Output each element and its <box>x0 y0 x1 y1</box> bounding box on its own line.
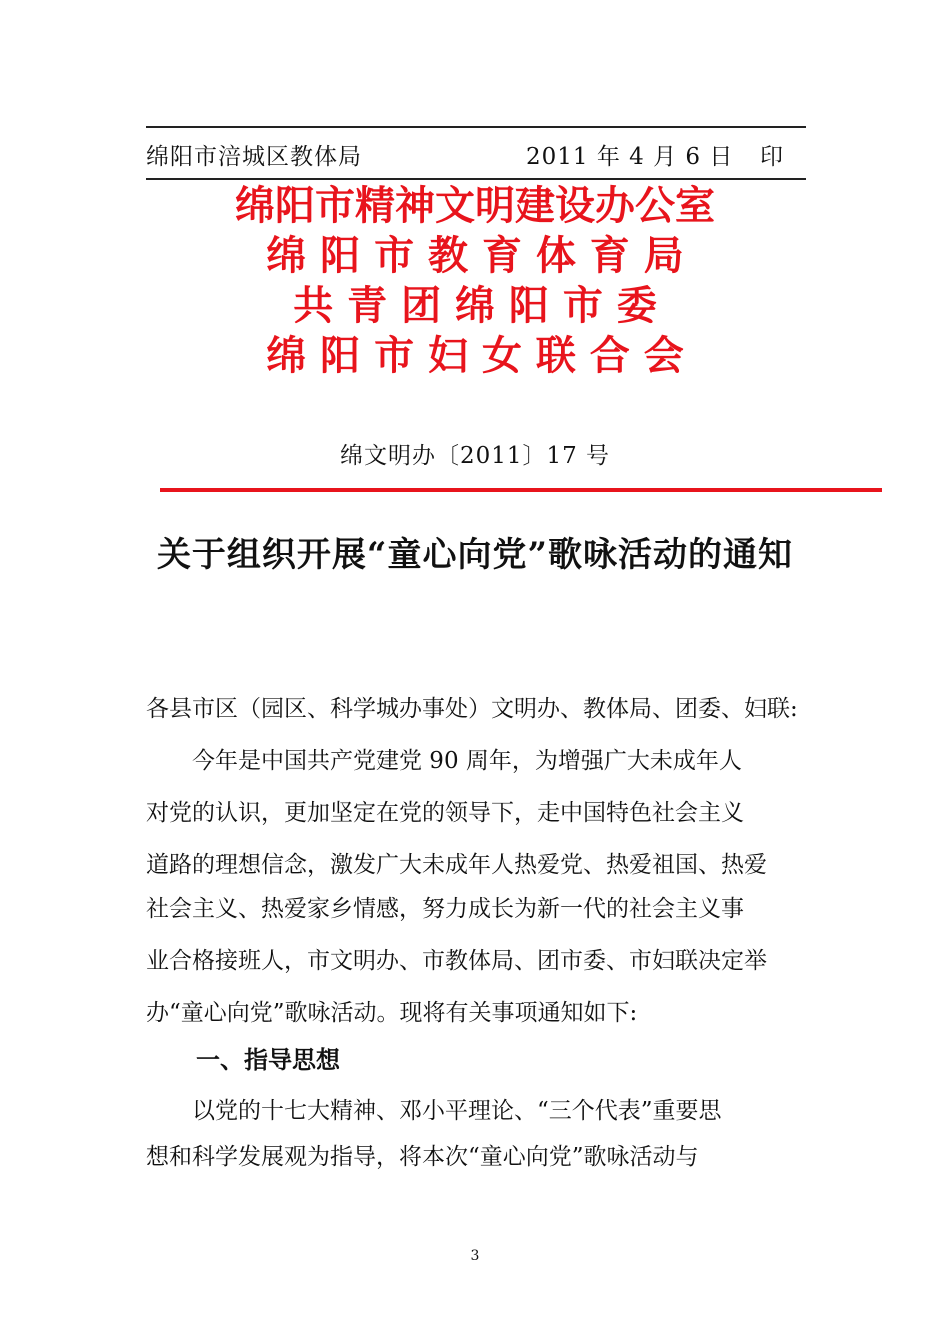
body-line-1: 今年是中国共产党建党 90 周年，为增强广大未成年人 <box>146 748 742 774</box>
org-title-3: 共 青 团 绵 阳 市 委 <box>293 283 657 329</box>
body-line-5: 业合格接班人，市文明办、市教体局、团市委、市妇联决定举 <box>146 948 767 974</box>
document-number: 绵文明办〔2011〕17 号 <box>339 443 611 469</box>
date-text: 2011 年 4 月 6 日 <box>526 144 734 170</box>
issuer-text: 绵阳市涪城区教体局 <box>146 144 362 170</box>
section1-line-1: 以党的十七大精神、邓小平理论、“三个代表”重要思 <box>146 1098 722 1124</box>
org-title-4: 绵 阳 市 妇 女 联 合 会 <box>266 333 684 379</box>
section-heading-1: 一、指导思想 <box>196 1046 340 1074</box>
section1-line-2: 想和科学发展观为指导，将本次“童心向党”歌咏活动与 <box>146 1144 699 1170</box>
org-title-1: 绵阳市精神文明建设办公室 <box>235 183 715 229</box>
red-divider <box>160 488 882 492</box>
body-line-3: 道路的理想信念，激发广大未成年人热爱党、热爱祖国、热爱 <box>146 852 767 878</box>
seal-text: 印 <box>760 144 784 170</box>
org-title-2: 绵 阳 市 教 育 体 育 局 <box>266 233 684 279</box>
header-top-rule <box>146 126 806 128</box>
page-number: 3 <box>470 1248 480 1264</box>
body-line-2: 对党的认识，更加坚定在党的领导下，走中国特色社会主义 <box>146 800 744 826</box>
addressee-line: 各县市区（园区、科学城办事处）文明办、教体局、团委、妇联: <box>146 696 798 722</box>
body-line-6: 办“童心向党”歌咏活动。现将有关事项通知如下: <box>146 1000 638 1026</box>
document-title: 关于组织开展“童心向党”歌咏活动的通知 <box>156 535 794 575</box>
body-line-4: 社会主义、热爱家乡情感，努力成长为新一代的社会主义事 <box>146 896 744 922</box>
